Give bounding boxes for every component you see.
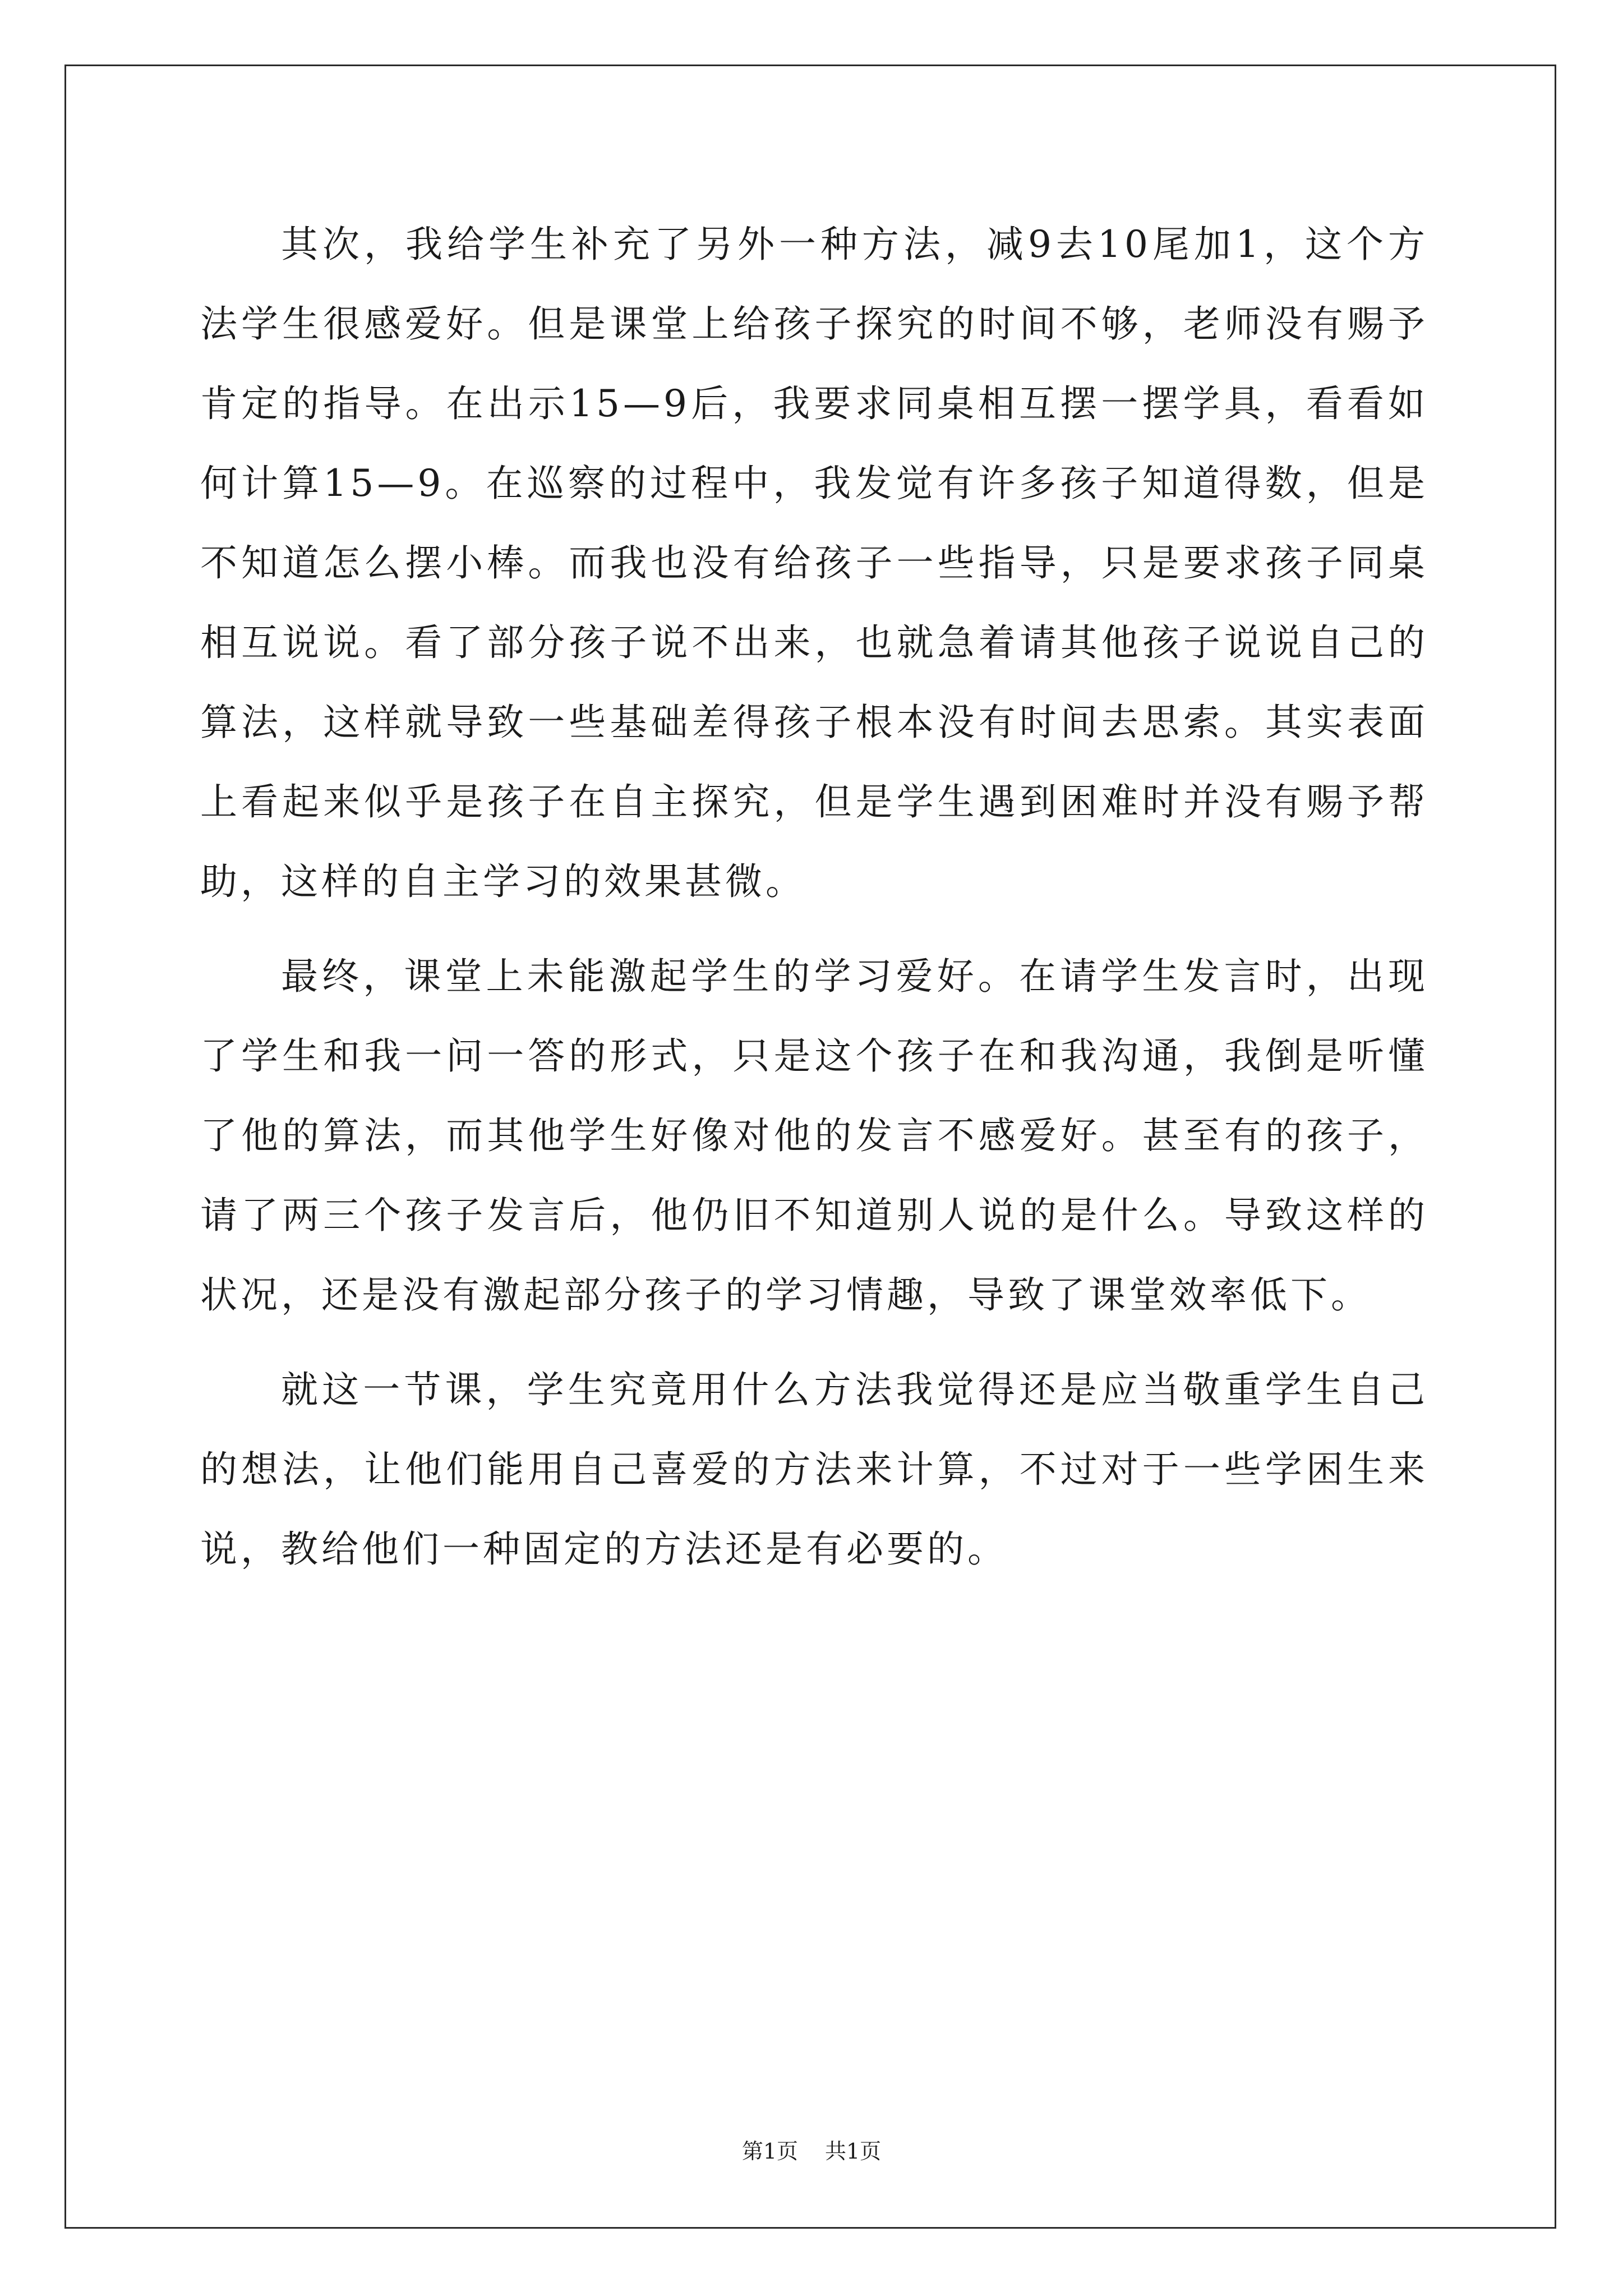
page-number: 第1页	[741, 2139, 798, 2164]
paragraph-1: 其次，我给学生补充了另外一种方法，减9去10尾加1，这个方法学生很感爱好。但是课堂上给孩子探究的时间不够，老师没有赐予肯定的指导。在出示15—9后，我要求同桌相互摆一摆学具，看看如何计算15—9。在巡察的过程中，我发觉有许多孩子知道得数，但是不知道怎么摆小棒。而我也没有给孩子一些指导，只是要求孩子同桌相互说说。看了部分孩子说不出来，也就急着请其他孩子说说自己的算法，这样就导致一些基础差得孩子根本没有时间去思索。其实表面上看起来似乎是孩子在自主探究，但是学生遇到困难时并没有赐予帮助，这样的自主学习的效果甚微。	[200, 223, 1428, 903]
page-total: 共1页	[825, 2139, 882, 2164]
page-footer	[0, 2134, 1623, 2165]
paragraph-3: 就这一节课，学生究竟用什么方法我觉得还是应当敬重学生自己的想法，让他们能用自己喜爱的方法来计算，不过对于一些学困生来说，教给他们一种固定的方法还是有必要的。	[200, 1368, 1428, 1571]
document-body	[200, 205, 1428, 1604]
paragraph-2: 最终，课堂上未能激起学生的学习爱好。在请学生发言时，出现了学生和我一问一答的形式，只是这个孩子在和我沟通，我倒是听懂了他的算法，而其他学生好像对他的发言不感爱好。甚至有的孩子，请了两三个孩子发言后，他仍旧不知道别人说的是什么。导致这样的状况，还是没有激起部分孩子的学习情趣，导致了课堂效率低下。	[200, 955, 1428, 1317]
